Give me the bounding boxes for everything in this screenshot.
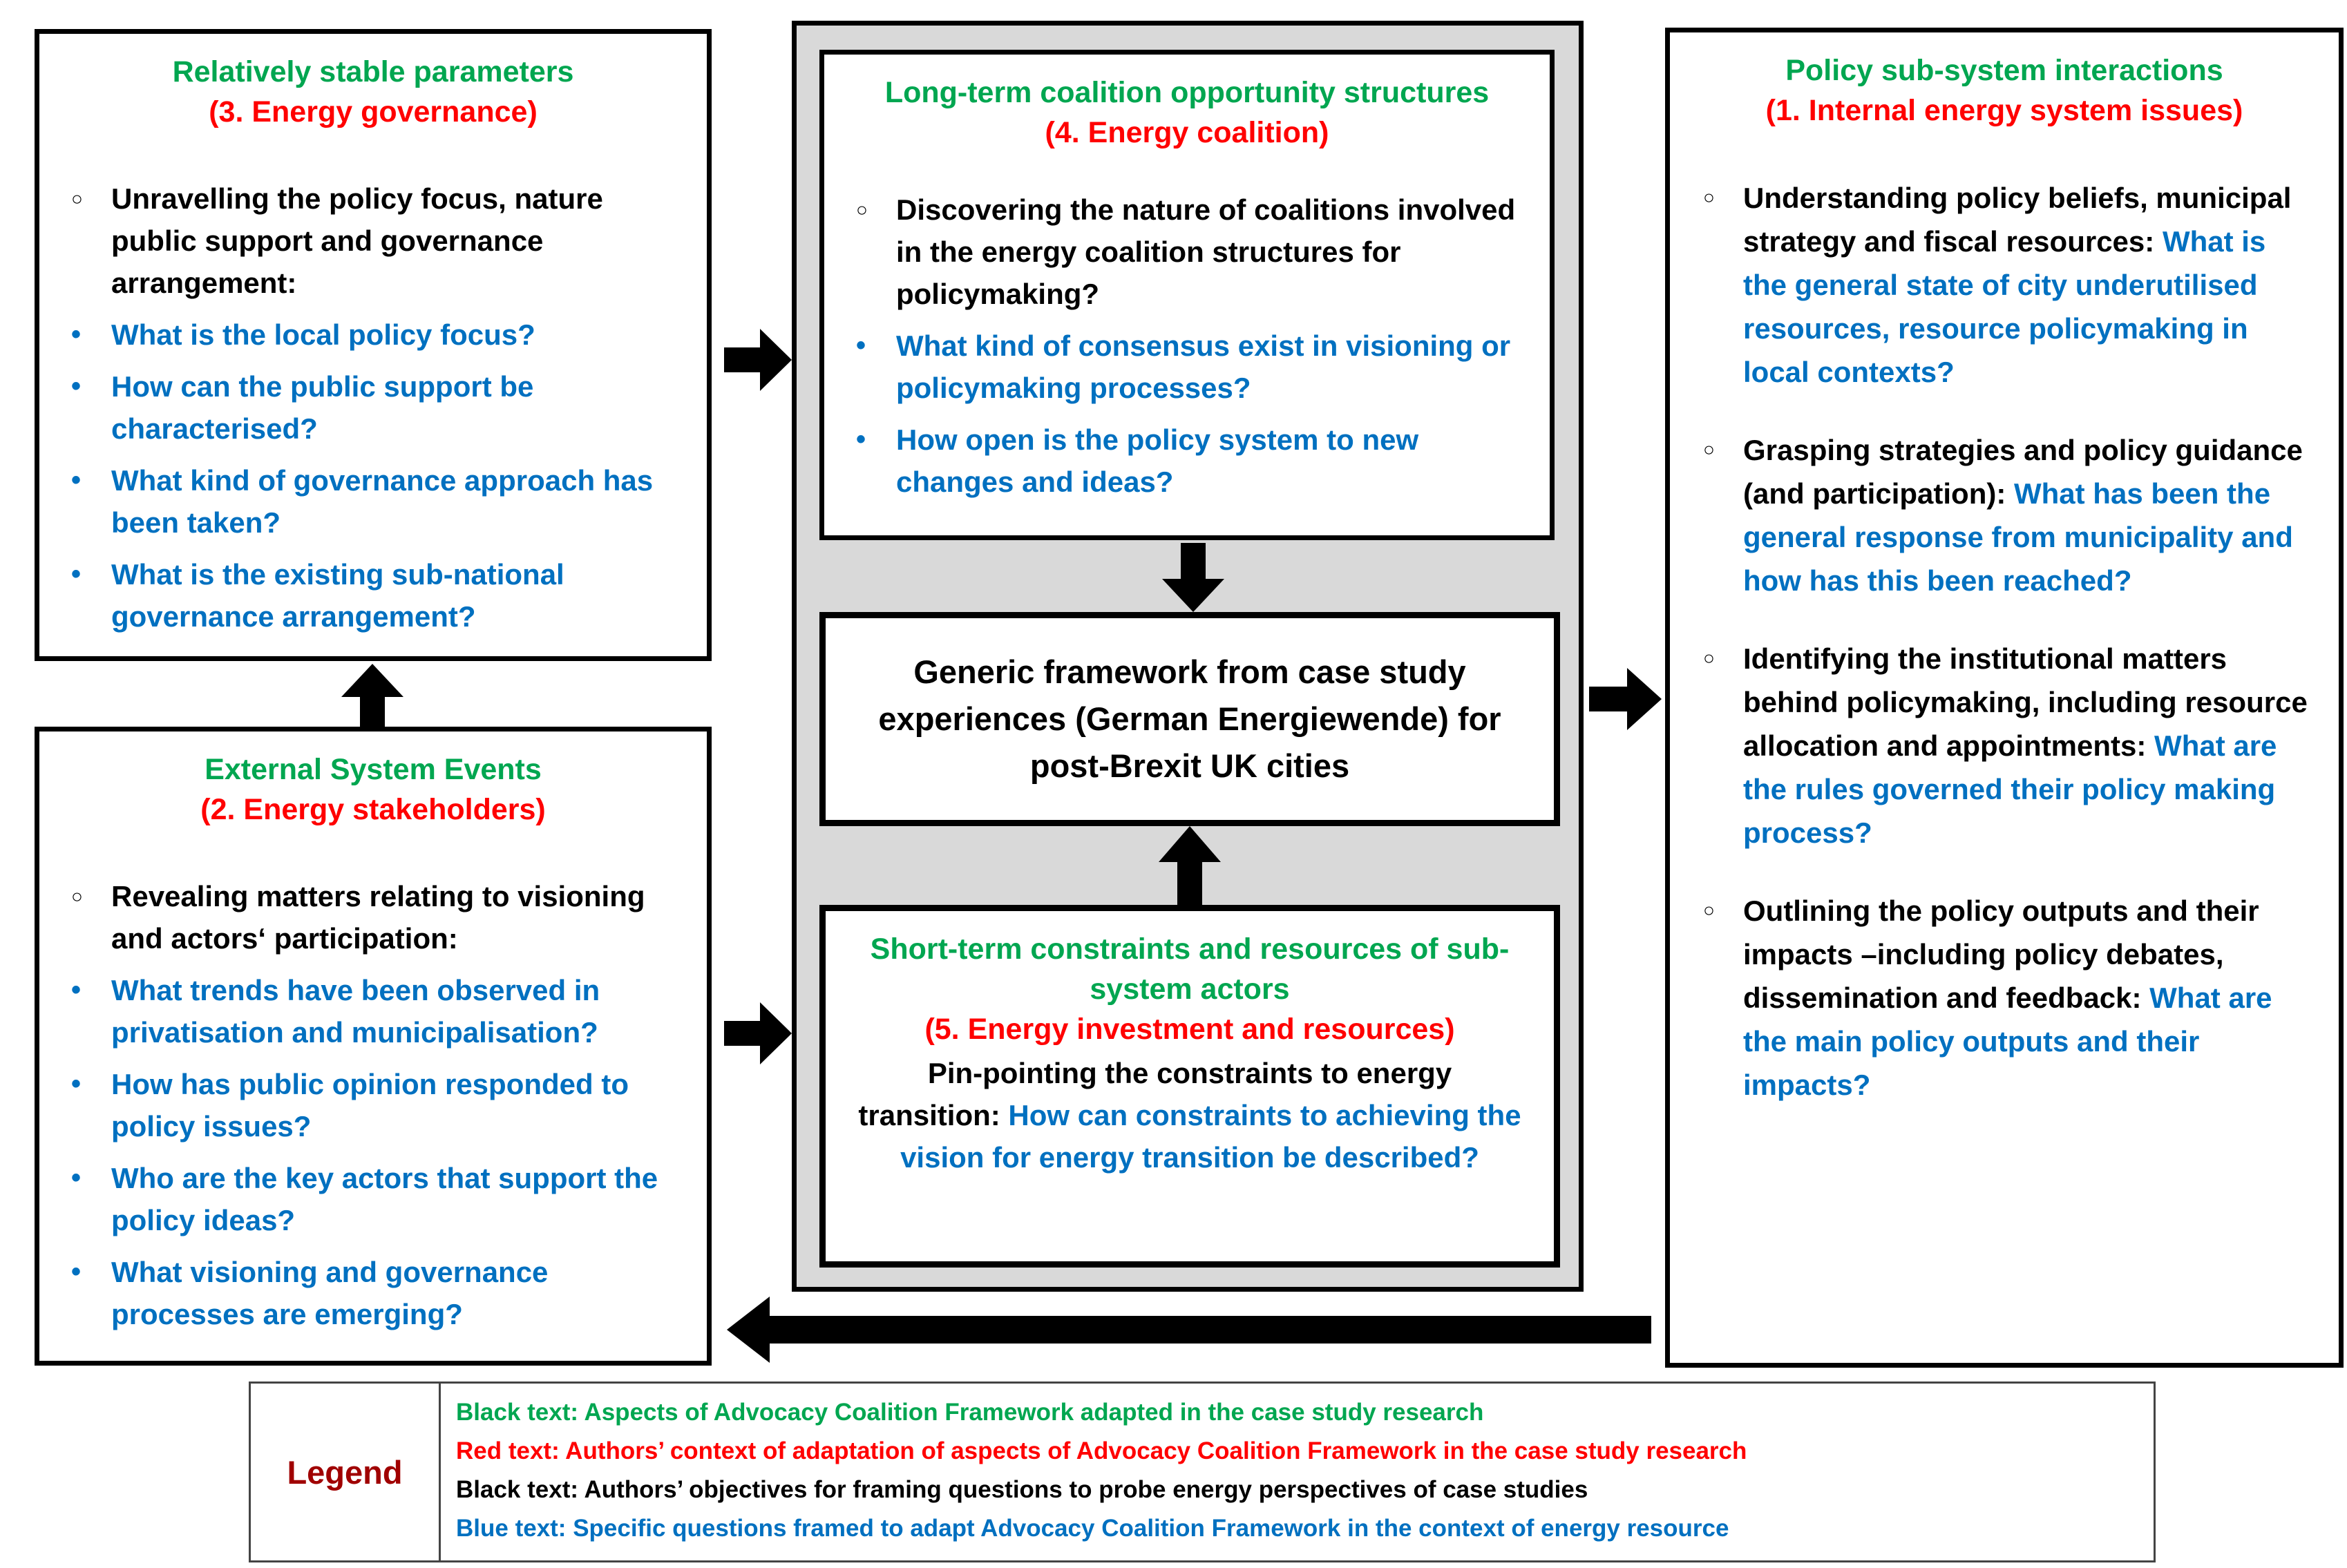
generic-framework-text: Generic framework from case study experiences (German Energiewende) for post-Brexit UK cities bbox=[878, 653, 1501, 784]
objective-marker-icon: ○ bbox=[1703, 439, 1715, 460]
arrow-head-up-icon bbox=[341, 664, 403, 697]
arrow-shaft bbox=[360, 697, 385, 727]
external-events-title: External System Events bbox=[205, 753, 542, 786]
bullet-icon: • bbox=[856, 330, 866, 361]
question-text: What are the rules governed their policy making process? bbox=[1743, 729, 2277, 849]
question-text: What is the existing sub-national governance arrangement? bbox=[111, 558, 564, 633]
bullet-icon: • bbox=[71, 1256, 82, 1287]
objective-text: Discovering the nature of coalitions involved in the energy coalition structures for policymaking? bbox=[896, 193, 1516, 310]
question-item bbox=[67, 459, 667, 544]
objective-marker-icon: ○ bbox=[856, 199, 868, 220]
question-text: What kind of governance approach has been taken? bbox=[111, 464, 654, 539]
arrow-right-stable-to-coalition bbox=[724, 329, 792, 391]
bullet-icon: • bbox=[71, 319, 82, 350]
arrow-shaft bbox=[1177, 862, 1202, 905]
question-text: How can constraints to achieving the vision for energy transition be described? bbox=[900, 1099, 1521, 1174]
bullet-icon: • bbox=[71, 465, 82, 495]
objective-item bbox=[852, 189, 1526, 315]
constraints-subtitle: (5. Energy investment and resources) bbox=[924, 1013, 1455, 1046]
objective-question-item bbox=[1699, 428, 2315, 602]
bullet-icon: • bbox=[856, 424, 866, 455]
stable-parameters-subtitle: (3. Energy governance) bbox=[209, 95, 538, 128]
stable-parameters-items bbox=[39, 178, 707, 638]
question-item bbox=[67, 1063, 667, 1147]
objective-text: Pin-pointing the constraints to energy transition: bbox=[858, 1057, 1452, 1131]
coalition-title: Long-term coalition opportunity structures bbox=[884, 76, 1490, 109]
objective-text: Grasping strategies and policy guidance (and participation): bbox=[1743, 434, 2303, 510]
objective-question-item bbox=[1699, 889, 2315, 1107]
legend-line-black: Black text: Authors’ objectives for framing questions to probe energy perspectives of case studies bbox=[456, 1476, 1588, 1503]
legend-lines bbox=[441, 1384, 2154, 1560]
coalition-subtitle: (4. Energy coalition) bbox=[1045, 116, 1329, 149]
objective-item bbox=[67, 875, 667, 959]
legend-line-red: Red text: Authors’ context of adaptation of aspects of Advocacy Coalition Framework in the case study research bbox=[456, 1437, 1747, 1464]
question-item bbox=[67, 1251, 667, 1335]
generic-framework-box bbox=[819, 612, 1560, 826]
bullet-icon: • bbox=[71, 371, 82, 401]
arrow-shaft bbox=[770, 1316, 1651, 1344]
objective-question-item bbox=[1699, 176, 2315, 394]
constraints-title: Short-term constraints and resources of sub-system actors bbox=[870, 933, 1510, 1006]
question-item bbox=[67, 1157, 667, 1241]
question-item bbox=[67, 365, 667, 450]
question-item bbox=[67, 969, 667, 1053]
objective-marker-icon: ○ bbox=[71, 188, 83, 209]
arrow-right-external-to-constraints bbox=[724, 1002, 792, 1064]
objective-marker-icon: ○ bbox=[71, 886, 83, 907]
question-item bbox=[67, 314, 667, 356]
arrow-head-right-icon bbox=[760, 1002, 792, 1064]
arrow-up-constraints-to-framework bbox=[1159, 826, 1221, 905]
objective-text: Identifying the institutional matters behind policymaking, including resource allocation and appointments: bbox=[1743, 642, 2308, 762]
arrow-down-coalition-to-framework bbox=[1162, 543, 1224, 612]
arrow-shaft bbox=[724, 1021, 760, 1046]
question-item bbox=[852, 325, 1526, 409]
objective-text: Unravelling the policy focus, nature public support and governance arrangement: bbox=[111, 182, 603, 299]
arrow-head-left-icon bbox=[727, 1297, 770, 1363]
bullet-icon: • bbox=[71, 975, 82, 1005]
legend-line-blue: Blue text: Specific questions framed to adapt Advocacy Coalition Framework in the context of energy resource bbox=[456, 1515, 1729, 1542]
arrow-left-feedback-to-external bbox=[727, 1297, 1651, 1363]
stable-parameters-box bbox=[35, 29, 712, 661]
policy-subsystem-items bbox=[1670, 176, 2339, 1107]
arrow-right-framework-to-policy bbox=[1589, 668, 1662, 730]
arrow-shaft bbox=[1589, 687, 1627, 711]
arrow-up-external-to-stable bbox=[341, 664, 403, 727]
objective-text: Outlining the policy outputs and their impacts –including policy debates, dissemination and feedback: bbox=[1743, 895, 2259, 1014]
legend bbox=[249, 1381, 2156, 1562]
policy-subsystem-box bbox=[1665, 28, 2344, 1368]
bullet-icon: • bbox=[71, 1069, 82, 1099]
external-events-subtitle: (2. Energy stakeholders) bbox=[200, 793, 546, 826]
arrow-shaft bbox=[724, 347, 760, 372]
question-text: What are the main policy outputs and their impacts? bbox=[1743, 982, 2272, 1101]
question-text: How has public opinion responded to policy issues? bbox=[111, 1068, 629, 1142]
coalition-structures-box bbox=[819, 50, 1555, 540]
coalition-items bbox=[824, 189, 1550, 503]
question-text: How can the public support be characterised? bbox=[111, 370, 534, 445]
question-item bbox=[67, 553, 667, 638]
question-text: How open is the policy system to new changes and ideas? bbox=[896, 423, 1419, 498]
objective-text: Revealing matters relating to visioning and actors‘ participation: bbox=[111, 880, 645, 955]
bullet-icon: • bbox=[71, 559, 82, 589]
question-text: What visioning and governance processes are emerging? bbox=[111, 1256, 549, 1330]
objective-marker-icon: ○ bbox=[1703, 647, 1715, 669]
objective-item bbox=[67, 178, 667, 304]
constraints-paragraph bbox=[826, 1049, 1554, 1178]
constraints-box bbox=[819, 905, 1560, 1268]
question-text: What is the local policy focus? bbox=[111, 318, 535, 351]
arrow-shaft bbox=[1181, 543, 1206, 579]
objective-marker-icon: ○ bbox=[1703, 899, 1715, 921]
external-events-items bbox=[39, 875, 707, 1335]
arrow-head-right-icon bbox=[760, 329, 792, 391]
objective-marker-icon: ○ bbox=[1703, 187, 1715, 208]
question-text: What is the general state of city underutilised resources, resource policymaking in local contexts? bbox=[1743, 225, 2266, 388]
objective-question-item bbox=[1699, 637, 2315, 854]
external-events-box bbox=[35, 727, 712, 1366]
question-text: What trends have been observed in privatisation and municipalisation? bbox=[111, 974, 600, 1049]
legend-label: Legend bbox=[251, 1384, 441, 1560]
question-text: Who are the key actors that support the policy ideas? bbox=[111, 1162, 658, 1236]
question-text: What kind of consensus exist in visioning or policymaking processes? bbox=[896, 329, 1511, 404]
policy-subsystem-subtitle: (1. Internal energy system issues) bbox=[1765, 94, 2243, 127]
question-item bbox=[852, 419, 1526, 503]
objective-text: Understanding policy beliefs, municipal strategy and fiscal resources: bbox=[1743, 182, 2292, 258]
policy-subsystem-title: Policy sub-system interactions bbox=[1785, 54, 2223, 87]
bullet-icon: • bbox=[71, 1163, 82, 1193]
stable-parameters-title: Relatively stable parameters bbox=[172, 55, 574, 88]
arrow-head-down-icon bbox=[1162, 579, 1224, 612]
arrow-head-up-icon bbox=[1159, 826, 1221, 862]
arrow-head-right-icon bbox=[1627, 668, 1662, 730]
legend-line-green: Black text: Aspects of Advocacy Coalition Framework adapted in the case study research bbox=[456, 1399, 1484, 1426]
question-text: What has been the general response from municipality and how has this been reached? bbox=[1743, 477, 2293, 597]
